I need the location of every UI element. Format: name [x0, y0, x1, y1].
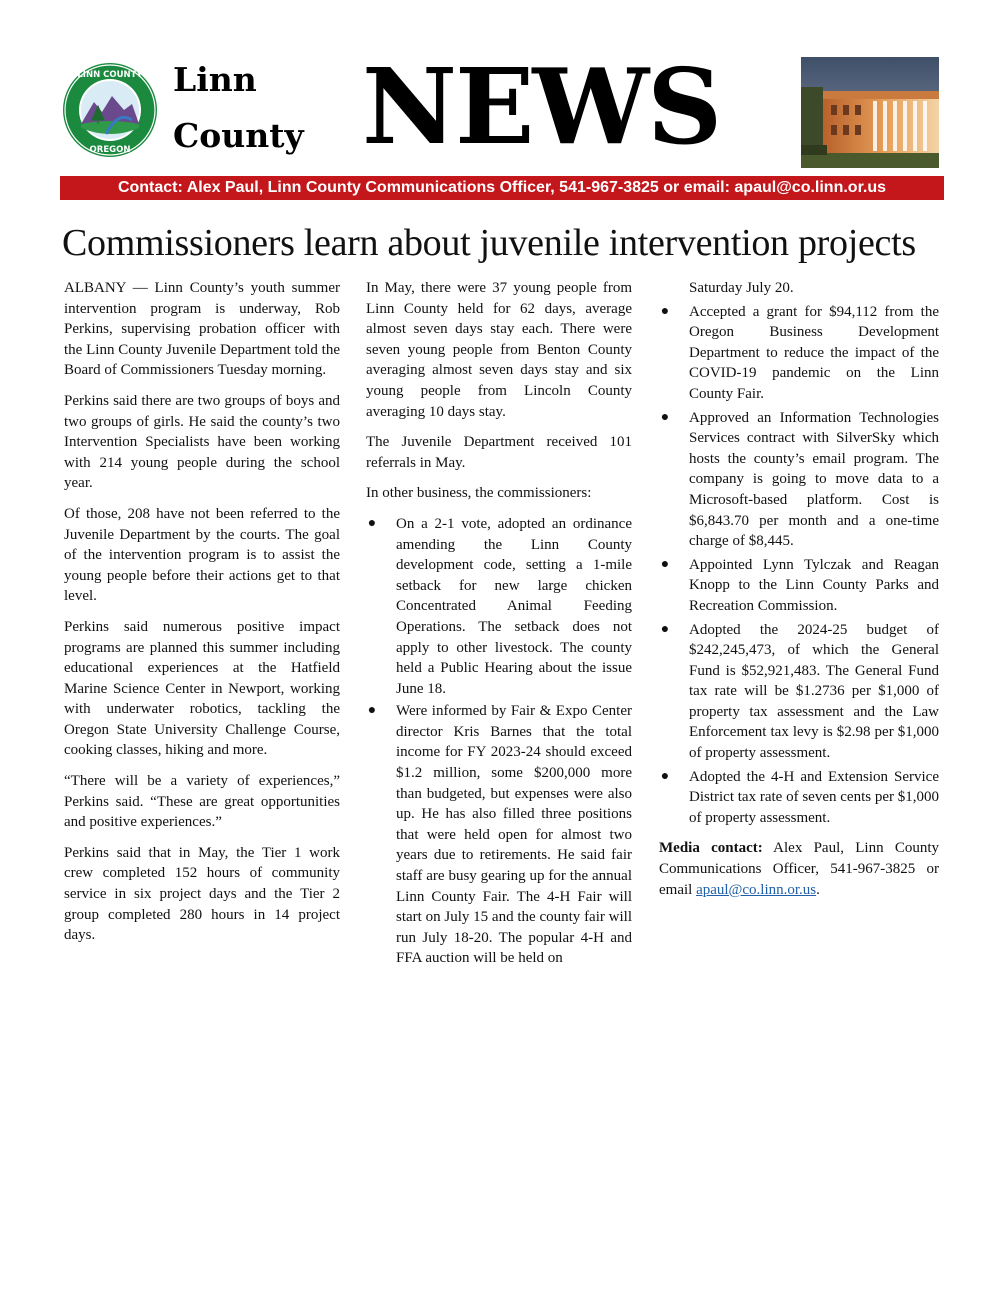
article-column-3: [659, 278, 939, 910]
list-item-text: Adopted the 2024-25 budget of $242,245,473, of which the General Fund is $52,921,483. The General Fund tax rate will be $1.2736 per $1,000 of property tax assessment and the Law Enforcement tax levy is $2.98 per $1,000 of property assessment.: [689, 621, 939, 762]
brand-name-line1: Linn: [173, 60, 257, 99]
brand-name-line2: County: [173, 116, 304, 155]
bullet-icon: ●: [367, 703, 377, 719]
list-item: [366, 514, 632, 699]
list-item: [659, 767, 939, 829]
bullet-icon: ●: [660, 409, 670, 425]
contact-bar: Contact: Alex Paul, Linn County Communications Officer, 541-967-3825 or email: apaul@co.linn.or.us: [60, 176, 944, 200]
media-email-link[interactable]: apaul@co.linn.or.us: [696, 881, 817, 898]
masthead: [60, 45, 944, 173]
masthead-title: NEWS: [362, 45, 721, 168]
list-item: [659, 408, 939, 552]
paragraph: Perkins said numerous positive impact programs are planned this summer including educational experiences at the Hatfield Marine Science Center in Newport, working with underwater robotics, tackling the Oregon State University Challenge Course, cooking classes, hiking and more.: [64, 618, 340, 759]
article-column-2: [366, 278, 632, 979]
paragraph: The Juvenile Department received 101 referrals in May.: [366, 434, 632, 471]
list-item-continuation: Saturday July 20.: [689, 280, 794, 296]
bullet-icon: ●: [660, 621, 670, 637]
list-item-text: Approved an Information Technologies Services contract with SilverSky which hosts the county’s email program. The company is going to move data to a Microsoft-based platform. Cost is $6,843.70 per month and a one-time charge of $8,445.: [689, 409, 939, 550]
bullet-icon: ●: [660, 768, 670, 784]
svg-text:OREGON: OREGON: [89, 145, 131, 155]
bullet-icon: ●: [660, 556, 670, 572]
paragraph: ALBANY — Linn County’s youth summer intervention program is underway, Rob Perkins, supervising probation officer with the Linn County Juvenile Department told the Board of Commissioners Tuesday morning.: [64, 280, 340, 379]
list-item: [659, 555, 939, 617]
bullet-icon: ●: [660, 303, 670, 319]
linn-county-seal-logo: [62, 62, 158, 158]
paragraph: Perkins said that in May, the Tier 1 work crew completed 152 hours of community service in six project days and the Tier 2 group completed 280 hours in 14 project days.: [64, 844, 340, 944]
bullet-icon: ●: [367, 515, 377, 531]
svg-text:LINN COUNTY: LINN COUNTY: [77, 70, 143, 80]
paragraph: “There will be a variety of experiences,” Perkins said. “These are great opportunities and positive experiences.”: [64, 773, 340, 831]
list-item-text: Were informed by Fair & Expo Center director Kris Barnes that the total income for FY 2023-24 should exceed $1.2 million, some $200,000 more than budgeted, but expenses were also up. He has also filled three positions that were held open for almost two years due to retirements. He said fair staff are busy gearing up for the annual Linn County Fair. The 4-H Fair will start on July 15 and the county fair will run July 18-20. The popular 4-H and FFA auction will be held on: [396, 703, 632, 967]
list-item: [659, 620, 939, 764]
media-contact: [659, 838, 939, 900]
article-column-1: [64, 278, 340, 956]
courthouse-photo: [801, 57, 939, 168]
paragraph: In May, there were 37 young people from Linn County held for 62 days, average almost seven days stay each. There were seven young people from Benton County averaging almost seven days stay and six young people from Lincoln County averaging 10 days stay.: [366, 280, 632, 420]
paragraph: In other business, the commissioners:: [366, 485, 592, 502]
business-list: [366, 514, 632, 969]
list-item-text: On a 2-1 vote, adopted an ordinance amending the Linn County development code, setting a 1-mile setback for new large chicken Concentrated Animal Feeding Operations. The setback does not apply to other livestock. The county held a Public Hearing about the issue June 18.: [396, 515, 632, 697]
list-item: [366, 701, 632, 969]
headline: Commissioners learn about juvenile intervention projects: [62, 222, 916, 264]
media-contact-text: Alex Paul, Linn County Communications Officer, 541-967-3825 or email: [659, 840, 940, 898]
list-item-text: Accepted a grant for $94,112 from the Oregon Business Development Department to reduce the impact of the COVID-19 pandemic on the Linn County Fair.: [689, 303, 939, 402]
list-item: [659, 302, 939, 405]
list-item-text: Adopted the 4-H and Extension Service District tax rate of seven cents per $1,000 of property assessment.: [689, 768, 939, 826]
paragraph: Of those, 208 have not been referred to the Juvenile Department by the courts. The goal of the intervention program is to assist the young people before their actions get to that level.: [64, 505, 340, 605]
list-item-text: Appointed Lynn Tylczak and Reagan Knopp to the Linn County Parks and Recreation Commission.: [689, 556, 939, 614]
media-contact-end: .: [816, 881, 820, 898]
business-list-continued: [659, 302, 939, 829]
media-contact-label: Media contact:: [659, 840, 763, 857]
paragraph: Perkins said there are two groups of boys and two groups of girls. He said the county’s two Intervention Specialists have been working with 214 young people during the school year.: [64, 392, 340, 492]
